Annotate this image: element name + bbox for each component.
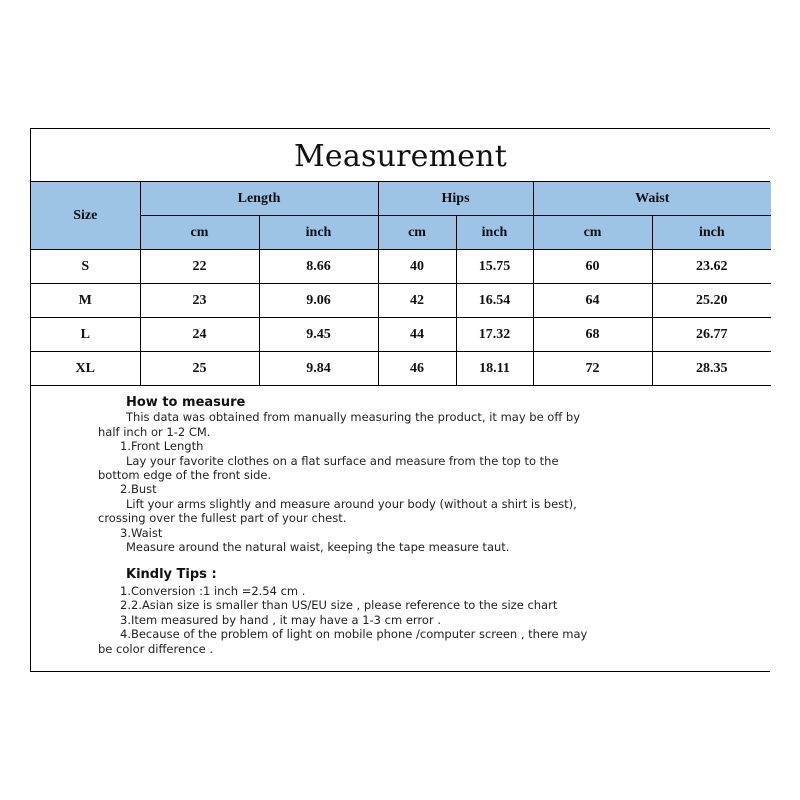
size-cell: S bbox=[31, 250, 140, 284]
size-cell: L bbox=[31, 318, 140, 352]
table-row bbox=[31, 284, 771, 318]
spacer bbox=[98, 554, 770, 568]
table-unit-row bbox=[31, 216, 771, 250]
unit-header: inch bbox=[652, 216, 771, 250]
tip-continuation: be color difference . bbox=[98, 641, 214, 656]
table-row bbox=[31, 318, 771, 352]
waist-inch-cell: 25.20 bbox=[652, 284, 771, 318]
instruction-text: Measure around the natural waist, keeping the tape measure taut. bbox=[126, 540, 510, 555]
size-chart-sheet bbox=[30, 128, 770, 672]
hips-inch-cell: 17.32 bbox=[456, 318, 533, 352]
waist-inch-cell: 28.35 bbox=[652, 352, 771, 386]
waist-inch-cell: 23.62 bbox=[652, 250, 771, 284]
length-inch-cell: 9.45 bbox=[259, 318, 378, 352]
unit-header: cm bbox=[378, 216, 456, 250]
unit-header: cm bbox=[533, 216, 652, 250]
hips-cm-cell: 46 bbox=[378, 352, 456, 386]
title-bar bbox=[31, 129, 770, 182]
hips-header: Hips bbox=[378, 182, 533, 216]
unit-header: cm bbox=[140, 216, 259, 250]
waist-cm-cell: 72 bbox=[533, 352, 652, 386]
table-row bbox=[31, 250, 771, 284]
how-to-heading: How to measure bbox=[126, 395, 246, 410]
hips-inch-cell: 18.11 bbox=[456, 352, 533, 386]
intro-text: This data was obtained from manually measuring the product, it may be off by bbox=[126, 410, 581, 425]
waist-header: Waist bbox=[533, 182, 771, 216]
intro-text: half inch or 1-2 CM. bbox=[98, 424, 211, 439]
instruction-text: crossing over the fullest part of your chest. bbox=[98, 511, 347, 526]
length-cm-cell: 25 bbox=[140, 352, 259, 386]
table-header-row bbox=[31, 182, 771, 216]
length-inch-cell: 8.66 bbox=[259, 250, 378, 284]
instruction-label: 3.Waist bbox=[120, 525, 163, 540]
length-cm-cell: 22 bbox=[140, 250, 259, 284]
instruction-label: 2.Bust bbox=[120, 482, 157, 497]
hips-cm-cell: 42 bbox=[378, 284, 456, 318]
table-row bbox=[31, 352, 771, 386]
waist-inch-cell: 26.77 bbox=[652, 318, 771, 352]
length-inch-cell: 9.84 bbox=[259, 352, 378, 386]
instruction-text: bottom edge of the front side. bbox=[98, 468, 272, 483]
measuring-notes bbox=[31, 386, 770, 656]
length-cm-cell: 23 bbox=[140, 284, 259, 318]
hips-cm-cell: 40 bbox=[378, 250, 456, 284]
unit-header: inch bbox=[259, 216, 378, 250]
hips-inch-cell: 15.75 bbox=[456, 250, 533, 284]
waist-cm-cell: 60 bbox=[533, 250, 652, 284]
length-cm-cell: 24 bbox=[140, 318, 259, 352]
tip-item: 3.Item measured by hand , it may have a 1-3 cm error . bbox=[120, 612, 441, 627]
page-title: Measurement bbox=[294, 138, 507, 174]
tip-item: 2.2.Asian size is smaller than US/EU size , please reference to the size chart bbox=[120, 598, 558, 613]
length-header: Length bbox=[140, 182, 378, 216]
length-inch-cell: 9.06 bbox=[259, 284, 378, 318]
hips-cm-cell: 44 bbox=[378, 318, 456, 352]
size-cell: M bbox=[31, 284, 140, 318]
tip-item: 4.Because of the problem of light on mobile phone /computer screen , there may bbox=[120, 627, 588, 642]
hips-inch-cell: 16.54 bbox=[456, 284, 533, 318]
waist-cm-cell: 68 bbox=[533, 318, 652, 352]
size-table bbox=[31, 182, 771, 386]
size-header: Size bbox=[31, 182, 140, 250]
size-cell: XL bbox=[31, 352, 140, 386]
instruction-label: 1.Front Length bbox=[120, 439, 204, 454]
tips-heading: Kindly Tips : bbox=[126, 567, 217, 583]
tip-item: 1.Conversion :1 inch =2.54 cm . bbox=[120, 583, 306, 598]
unit-header: inch bbox=[456, 216, 533, 250]
instruction-text: Lift your arms slightly and measure around your body (without a shirt is best), bbox=[126, 496, 577, 511]
waist-cm-cell: 64 bbox=[533, 284, 652, 318]
instruction-text: Lay your favorite clothes on a flat surface and measure from the top to the bbox=[126, 453, 559, 468]
